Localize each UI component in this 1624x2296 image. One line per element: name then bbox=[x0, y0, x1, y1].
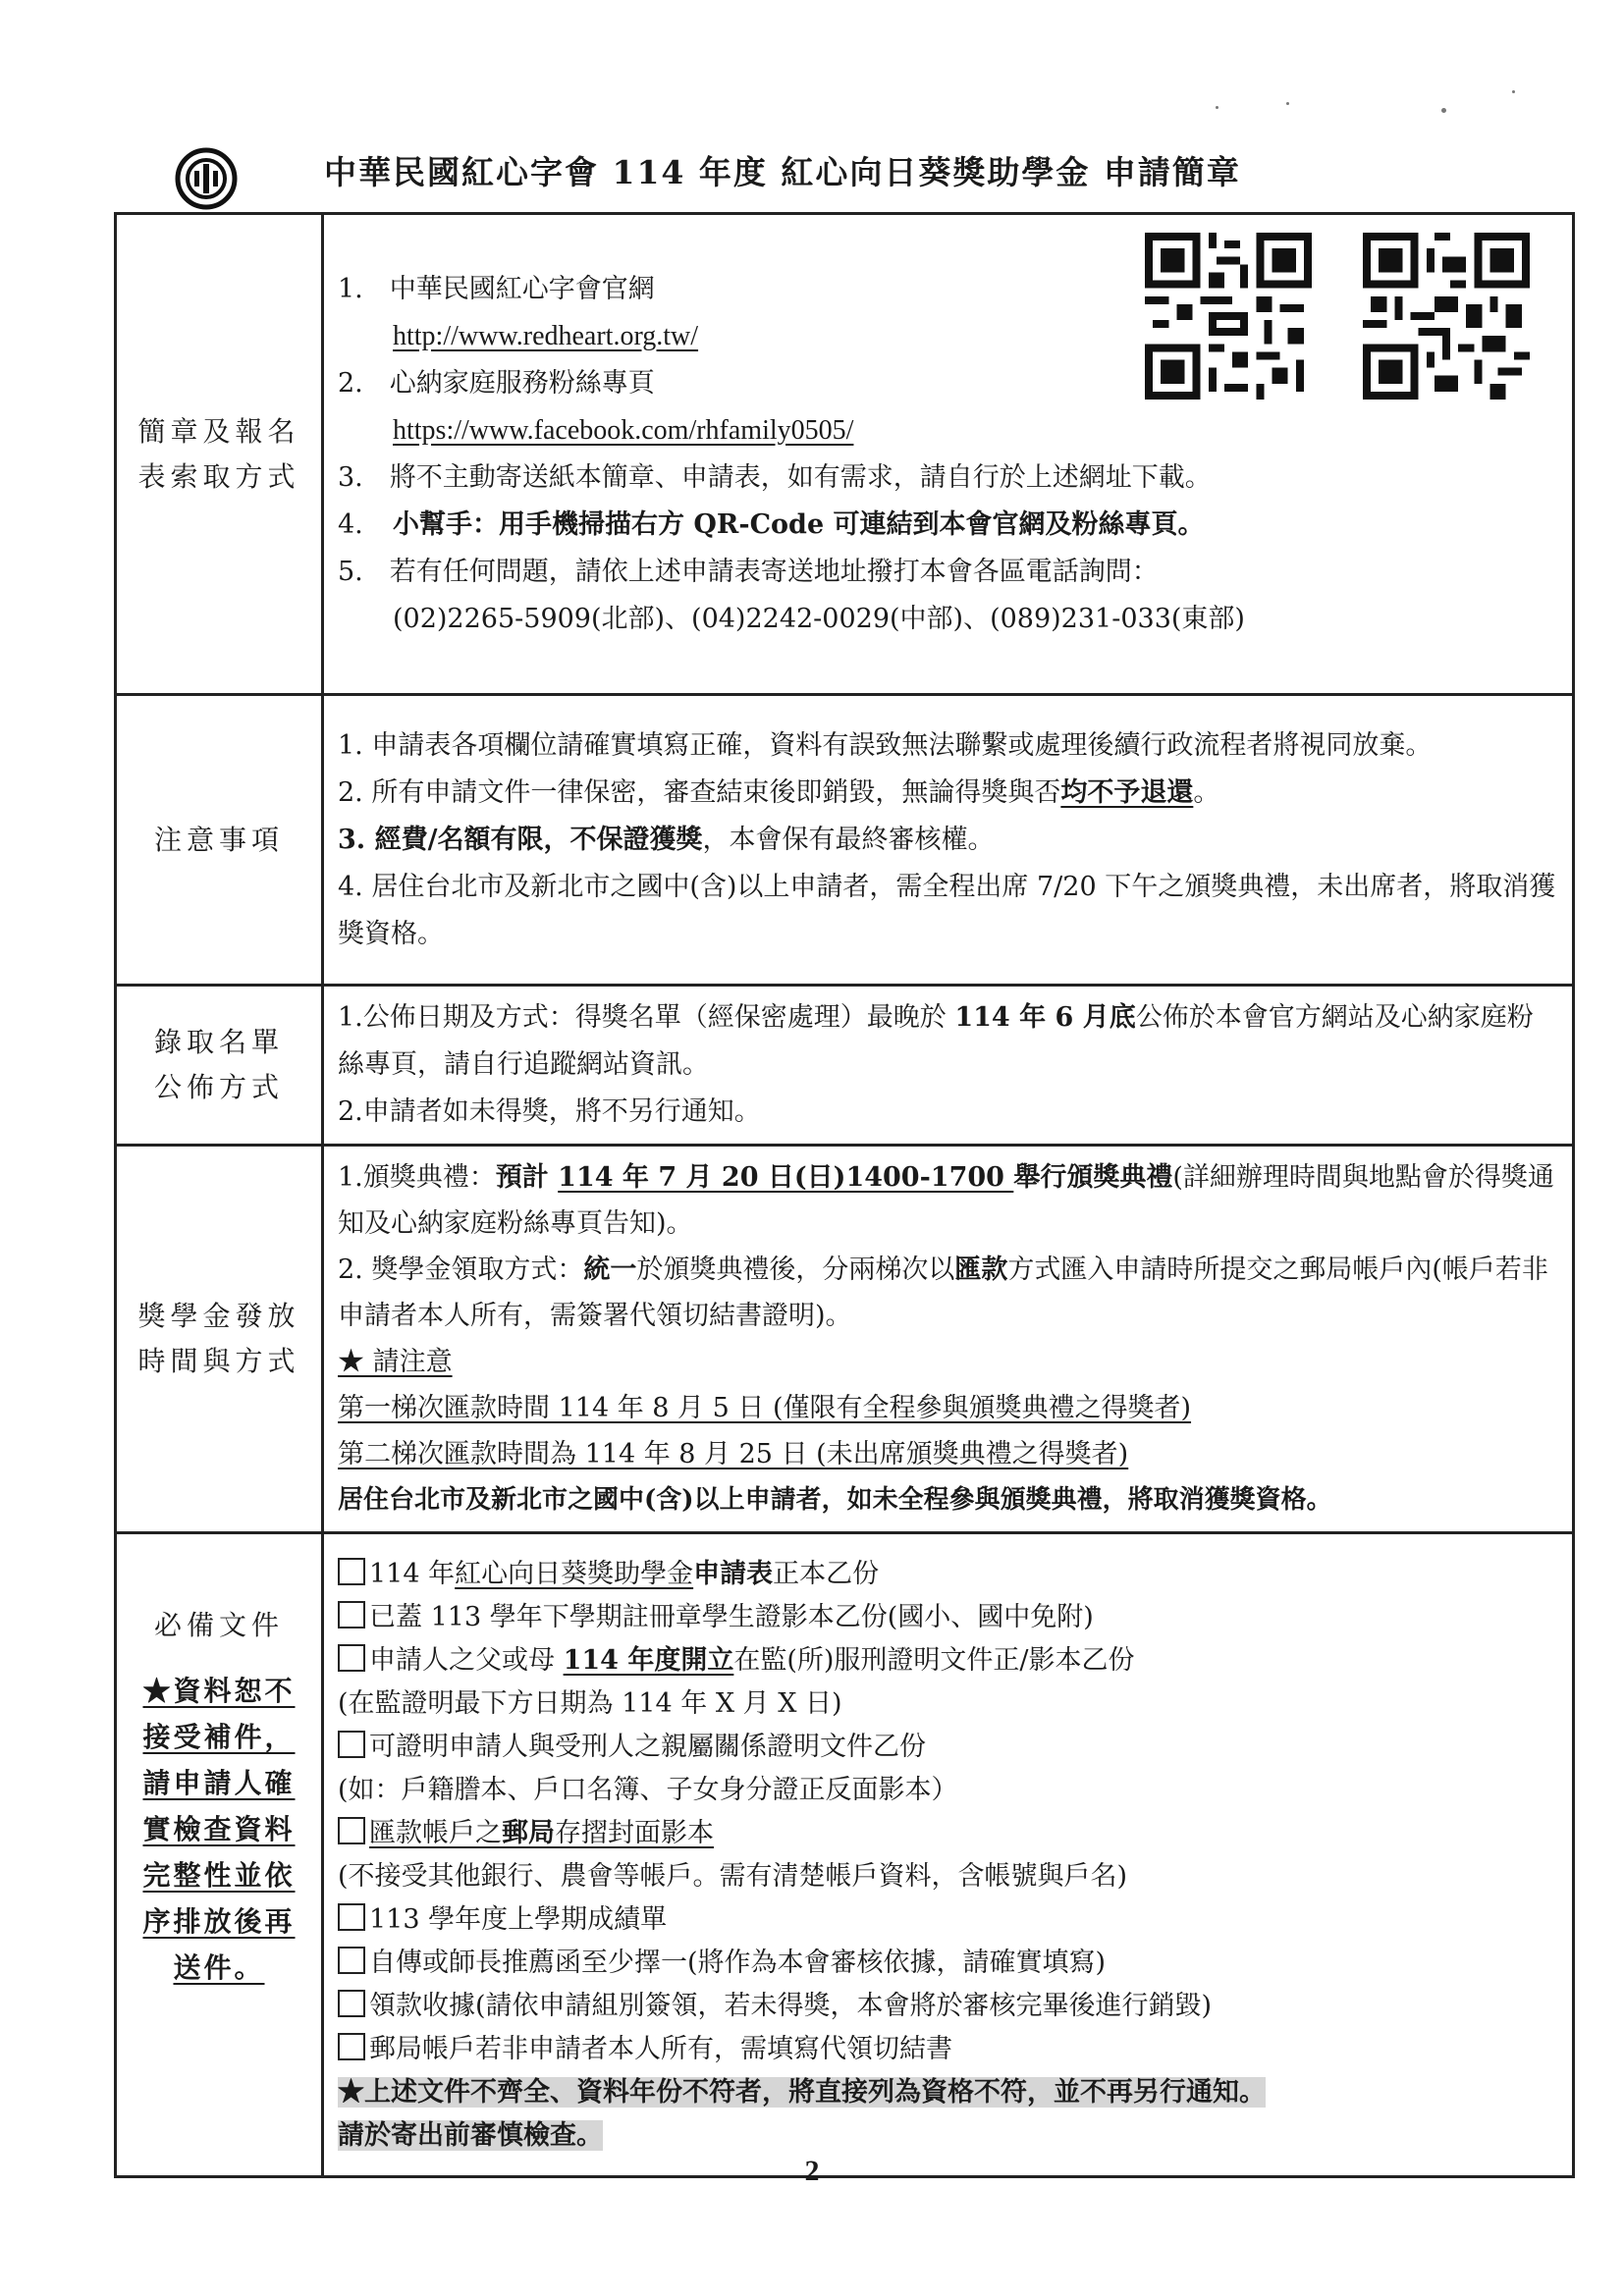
download-line-1: 1. 中華民國紅心字會官網 bbox=[338, 273, 655, 304]
label-line: 注意事項 bbox=[153, 823, 284, 856]
doc-text: 114 年 bbox=[369, 1558, 456, 1589]
section-label bbox=[116, 1146, 323, 1533]
ceremony-datetime: 114 年 7 月 20 日(日)1400-1700 bbox=[558, 1162, 1014, 1193]
announce-1-text: 1.公佈日期及方式：得獎名單（經保密處理）最晚於 bbox=[338, 1002, 955, 1033]
doc-relationship-proof[interactable] bbox=[338, 1726, 1558, 1769]
checkbox[interactable] bbox=[338, 1817, 365, 1844]
note-2-text: 2. 所有申請文件一律保密，審查結束後即銷毀，無論得獎與否 bbox=[338, 776, 1061, 808]
fan-page-url[interactable]: https://www.facebook.com/rhfamily0505/ bbox=[393, 414, 854, 446]
announce-2: 2.申請者如未得獎，將不另行通知。 bbox=[338, 1096, 761, 1127]
doc-prison-note: (在監證明最下方日期為 114 年 X 月 X 日) bbox=[338, 1687, 842, 1719]
payout-rest: 方式匯入申請時所提交之郵局帳戶內(帳戶若非申請者本人所有，需簽署代領切結書證明)。 bbox=[338, 1255, 1548, 1331]
warning-text: ★上述文件不齊全、資料年份不符者，將直接列為資格不符，並不再另行通知。 bbox=[338, 2076, 1266, 2108]
announce-date: 114 年 6 月底 bbox=[954, 1002, 1136, 1033]
ceremony-label: 1.頒獎典禮： bbox=[338, 1162, 496, 1193]
note-3-text: ，本會保有最終審核權。 bbox=[702, 824, 995, 855]
download-line-4 bbox=[338, 502, 1558, 549]
section-content bbox=[323, 986, 1574, 1146]
payout-text: 於頒獎典禮後，分兩梯次以 bbox=[636, 1255, 955, 1285]
qr-tip: 小幫手：用手機掃描右方 QR-Code 可連結到本會官網及粉絲專頁。 bbox=[393, 508, 1205, 540]
incomplete-warning bbox=[338, 2071, 1558, 2114]
checkbox[interactable] bbox=[338, 1644, 365, 1672]
doc-text: 自傳或師長推薦函至少擇一(將作為本會審核依據，請確實填寫) bbox=[369, 1947, 1107, 1978]
label-line: 簡章及報名 bbox=[137, 414, 300, 448]
section-required-documents bbox=[116, 1533, 1574, 2177]
doc-text: 已蓋 113 學年下學期註冊章學生證影本乙份(國小、國中免附) bbox=[369, 1601, 1094, 1632]
download-line-5: 5. 若有任何問題，請依上述申請表寄送地址撥打本會各區電話詢問： bbox=[338, 556, 1159, 587]
label-line: 必備文件 bbox=[153, 1609, 284, 1641]
no-supplement-note bbox=[118, 1668, 320, 1991]
fan-page-link[interactable] bbox=[338, 407, 1558, 454]
section-announcement bbox=[116, 986, 1574, 1146]
label-line: 公佈方式 bbox=[153, 1071, 284, 1103]
section-notes bbox=[116, 695, 1574, 986]
note-line: ★資料恕不 bbox=[142, 1675, 296, 1707]
doc-text: 在監(所)服刑證明文件正/影本乙份 bbox=[733, 1644, 1135, 1676]
red-heart-logo-icon bbox=[175, 147, 238, 210]
doc-text: 114 年度開立 bbox=[563, 1644, 734, 1676]
doc-text: 匯款帳戶之 bbox=[369, 1817, 502, 1848]
attention-line bbox=[338, 1339, 1558, 1385]
note-4: 4. 居住台北市及新北市之國中(含)以上申請者，需全程出席 7/20 下午之頒獎典禮，未出席者，將取消獲獎資格。 bbox=[338, 871, 1556, 949]
contact-phones: (02)2265-5909(北部)、(04)2242-0029(中部)、(089)231-033(東部) bbox=[393, 603, 1245, 634]
doc-text: 郵局帳戶若非申請者本人所有，需填寫代領切結書 bbox=[369, 2033, 952, 2064]
doc-text: 申請人之父或母 bbox=[369, 1644, 564, 1676]
checkbox[interactable] bbox=[338, 1601, 365, 1629]
fan-page-qr-code-icon[interactable] bbox=[1363, 233, 1530, 400]
official-site-url[interactable]: http://www.redheart.org.tw/ bbox=[393, 320, 699, 351]
doc-text: 正本乙份 bbox=[773, 1558, 880, 1589]
note-line: 實檢查資料 bbox=[142, 1813, 296, 1845]
info-table bbox=[114, 212, 1575, 2178]
batch-2: 第二梯次匯款時間為 114 年 8 月 25 日 (未出席頒獎典禮之得獎者) bbox=[338, 1439, 1129, 1469]
note-line: 請申請人確 bbox=[142, 1767, 296, 1799]
doc-receipt[interactable] bbox=[338, 1985, 1558, 2028]
doc-transcript[interactable] bbox=[338, 1898, 1558, 1942]
label-line: 獎學金發放 bbox=[137, 1300, 300, 1332]
section-label bbox=[116, 1533, 323, 2177]
download-line-2: 2. 心納家庭服務粉絲專頁 bbox=[338, 367, 655, 399]
section-content bbox=[323, 214, 1574, 695]
note-2-end: 。 bbox=[1193, 776, 1220, 808]
note-2 bbox=[338, 770, 1558, 817]
attendance-warning: 居住台北市及新北市之國中(含)以上申請者，如未全程參與頒獎典禮，將取消獲獎資格。 bbox=[338, 1485, 1332, 1515]
payout-remittance: 匯款 bbox=[954, 1255, 1008, 1285]
check-reminder bbox=[338, 2114, 1558, 2158]
section-disbursement bbox=[116, 1146, 1574, 1533]
section-content bbox=[323, 695, 1574, 986]
note-line: 序排放後再 bbox=[142, 1905, 296, 1938]
doc-text: 申請表 bbox=[693, 1558, 774, 1589]
section-download bbox=[116, 214, 1574, 695]
section-content bbox=[323, 1146, 1574, 1533]
note-3 bbox=[338, 817, 1558, 864]
doc-relationship-note: (如：戶籍謄本、戶口名簿、子女身分證正反面影本） bbox=[338, 1774, 958, 1805]
checkbox[interactable] bbox=[338, 1990, 365, 2017]
note-line: 完整性並依 bbox=[142, 1859, 296, 1892]
announce-1 bbox=[338, 994, 1558, 1089]
payout-label: 2. 獎學金領取方式： bbox=[338, 1255, 584, 1285]
item-number: 4. bbox=[338, 508, 363, 540]
doc-passbook[interactable] bbox=[338, 1812, 1558, 1855]
doc-student-id[interactable] bbox=[338, 1596, 1558, 1639]
no-return-emphasis: 均不予退還 bbox=[1060, 776, 1194, 808]
doc-text: 113 學年度上學期成績單 bbox=[369, 1903, 668, 1935]
ceremony-detail: (詳細辦理時間與地點會於得獎通知及心納家庭粉絲專頁告知)。 bbox=[338, 1162, 1554, 1239]
scan-speck bbox=[1286, 102, 1289, 105]
checkbox[interactable] bbox=[338, 1558, 365, 1585]
note-1: 1. 申請表各項欄位請確實填寫正確，資料有誤致無法聯繫或處理後續行政流程者將視同放棄。 bbox=[338, 729, 1433, 761]
label-line: 錄取名單 bbox=[153, 1026, 284, 1058]
page-title: 中華民國紅心字會 114 年度 紅心向日葵獎助學金 申請簡章 bbox=[324, 153, 1241, 191]
doc-autobiography[interactable] bbox=[338, 1942, 1558, 1985]
scan-speck bbox=[1512, 90, 1515, 93]
label-line: 時間與方式 bbox=[137, 1345, 300, 1377]
checkbox[interactable] bbox=[338, 2033, 365, 2060]
label-line: 表索取方式 bbox=[137, 459, 300, 493]
page-number: 2 bbox=[804, 2155, 820, 2187]
section-label bbox=[116, 214, 323, 695]
scan-speck bbox=[1216, 106, 1218, 109]
checkbox[interactable] bbox=[338, 1903, 365, 1931]
note-line: 送件。 bbox=[173, 1951, 265, 1984]
payout-unified: 統一 bbox=[583, 1255, 637, 1285]
scan-speck bbox=[1441, 108, 1446, 113]
doc-prison-certificate[interactable] bbox=[338, 1639, 1558, 1682]
download-line-3: 3. 將不主動寄送紙本簡章、申請表，如有需求，請自行於上述網址下載。 bbox=[338, 461, 1212, 493]
batch-1: 第一梯次匯款時間 114 年 8 月 5 日 (僅限有全程參與頒獎典禮之得獎者) bbox=[338, 1393, 1192, 1423]
payout-method bbox=[338, 1247, 1558, 1339]
reminder-text: 請於寄出前審慎檢查。 bbox=[338, 2119, 603, 2151]
note-line: 接受補件， bbox=[142, 1721, 296, 1753]
attention-label: ★ 請注意 bbox=[338, 1347, 453, 1377]
section-label bbox=[116, 986, 323, 1146]
ceremony-planned: 預計 bbox=[495, 1162, 559, 1193]
doc-text: 存摺封面影本 bbox=[555, 1817, 714, 1848]
limited-quota-emphasis: 3. 經費/名額有限，不保證獲獎 bbox=[338, 824, 703, 855]
doc-application-form[interactable] bbox=[338, 1553, 1558, 1596]
doc-passbook-note: (不接受其他銀行、農會等帳戶。需有清楚帳戶資料，含帳號與戶名) bbox=[338, 1860, 1128, 1892]
ceremony-held: 舉行頒獎典禮 bbox=[1013, 1162, 1173, 1193]
official-site-qr-code-icon[interactable] bbox=[1145, 233, 1312, 400]
doc-proxy-affidavit[interactable] bbox=[338, 2028, 1558, 2071]
announce-1-rest: 公佈於本會官方網站及心納家庭粉絲專頁，請自行追蹤網站資訊。 bbox=[338, 1002, 1534, 1080]
checkbox[interactable] bbox=[338, 1731, 365, 1758]
checkbox[interactable] bbox=[338, 1947, 365, 1974]
doc-text: 可證明申請人與受刑人之親屬關係證明文件乙份 bbox=[369, 1731, 926, 1762]
doc-text: 郵局 bbox=[502, 1817, 555, 1848]
section-content bbox=[323, 1533, 1574, 2177]
ceremony-info bbox=[338, 1154, 1558, 1247]
doc-text: 領款收據(請依申請組別簽領，若未得獎，本會將於審核完畢後進行銷毀) bbox=[369, 1990, 1213, 2021]
doc-text: 紅心向日葵獎助學金 bbox=[455, 1558, 694, 1589]
section-label bbox=[116, 695, 323, 986]
